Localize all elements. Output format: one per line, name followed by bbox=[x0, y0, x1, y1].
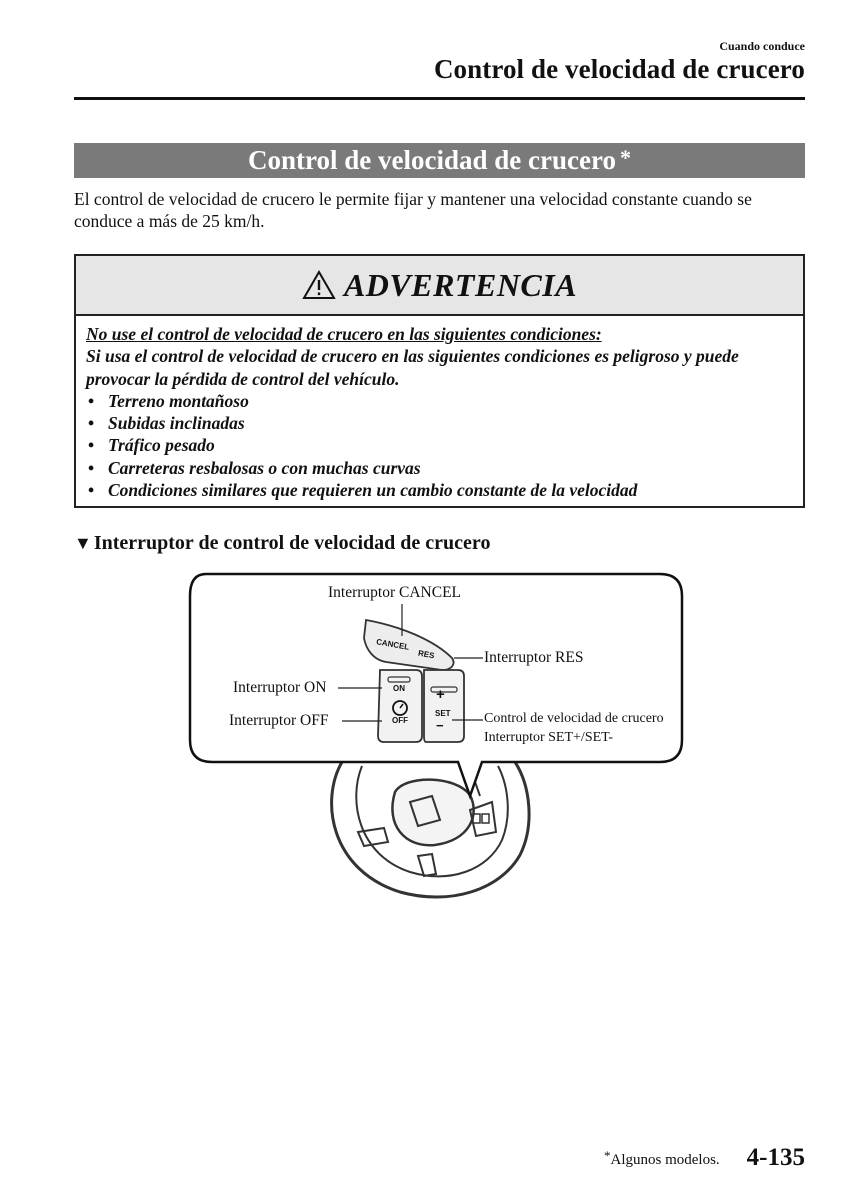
off-switch-text: OFF bbox=[392, 716, 408, 725]
list-item: • Condiciones similares que requieren un cambio constante de la velocidad bbox=[88, 480, 638, 501]
section-title: Control de velocidad de crucero bbox=[248, 145, 616, 175]
footer-asterisk: * bbox=[604, 1148, 611, 1163]
warning-triangle-icon bbox=[302, 270, 336, 300]
minus-switch-text: − bbox=[436, 718, 444, 733]
subsection-title: ▼ Interruptor de control de velocidad de crucero bbox=[74, 532, 491, 554]
label-set-line1: Control de velocidad de crucero bbox=[484, 711, 664, 726]
list-item: • Subidas inclinadas bbox=[88, 413, 245, 434]
label-set-line2: Interruptor SET+/SET- bbox=[484, 730, 614, 745]
triangle-down-icon: ▼ bbox=[74, 533, 92, 553]
intro-paragraph: El control de velocidad de crucero le permite fijar y mantener una velocidad constante cuando se conduce a más de 25 km/h. bbox=[74, 189, 752, 231]
label-off: Interruptor OFF bbox=[229, 712, 329, 729]
steering-wheel-illustration bbox=[170, 570, 700, 905]
section-asterisk: * bbox=[619, 144, 631, 170]
label-res: Interruptor RES bbox=[484, 649, 584, 666]
header-title: Control de velocidad de crucero bbox=[433, 54, 805, 84]
cancel-switch-text: CANCEL bbox=[375, 637, 410, 652]
label-on: Interruptor ON bbox=[233, 679, 327, 696]
list-item: • Carreteras resbalosas o con muchas curvas bbox=[88, 457, 421, 478]
on-off-switch bbox=[378, 670, 422, 742]
set-switch-text: SET bbox=[435, 709, 451, 718]
footer-note: *Algunos modelos. bbox=[604, 1148, 720, 1168]
warning-body bbox=[76, 316, 803, 501]
switch-diagram bbox=[170, 570, 700, 905]
warning-header bbox=[76, 256, 803, 316]
warning-list bbox=[86, 390, 793, 501]
header-kicker: Cuando conduce bbox=[719, 39, 805, 53]
set-switch bbox=[424, 670, 464, 742]
on-switch-text: ON bbox=[393, 684, 405, 693]
list-item: • Tráfico pesado bbox=[88, 435, 215, 456]
label-cancel: Interruptor CANCEL bbox=[328, 584, 462, 601]
page-number: 4-135 bbox=[746, 1144, 805, 1171]
header-rule bbox=[74, 97, 805, 100]
steering-wheel bbox=[332, 762, 529, 897]
res-switch-text: RES bbox=[417, 648, 436, 661]
plus-switch-text: + bbox=[436, 686, 445, 703]
warning-box bbox=[74, 254, 805, 508]
warning-heading: ADVERTENCIA bbox=[343, 266, 578, 303]
warning-lead: No use el control de velocidad de crucero en las siguientes condiciones: bbox=[86, 324, 602, 344]
list-item: • Terreno montañoso bbox=[88, 390, 249, 411]
section-band bbox=[74, 143, 805, 178]
warning-text: Si usa el control de velocidad de crucero en las siguientes condiciones es peligroso y puede provocar la pérdida de control del vehículo. bbox=[86, 346, 739, 389]
